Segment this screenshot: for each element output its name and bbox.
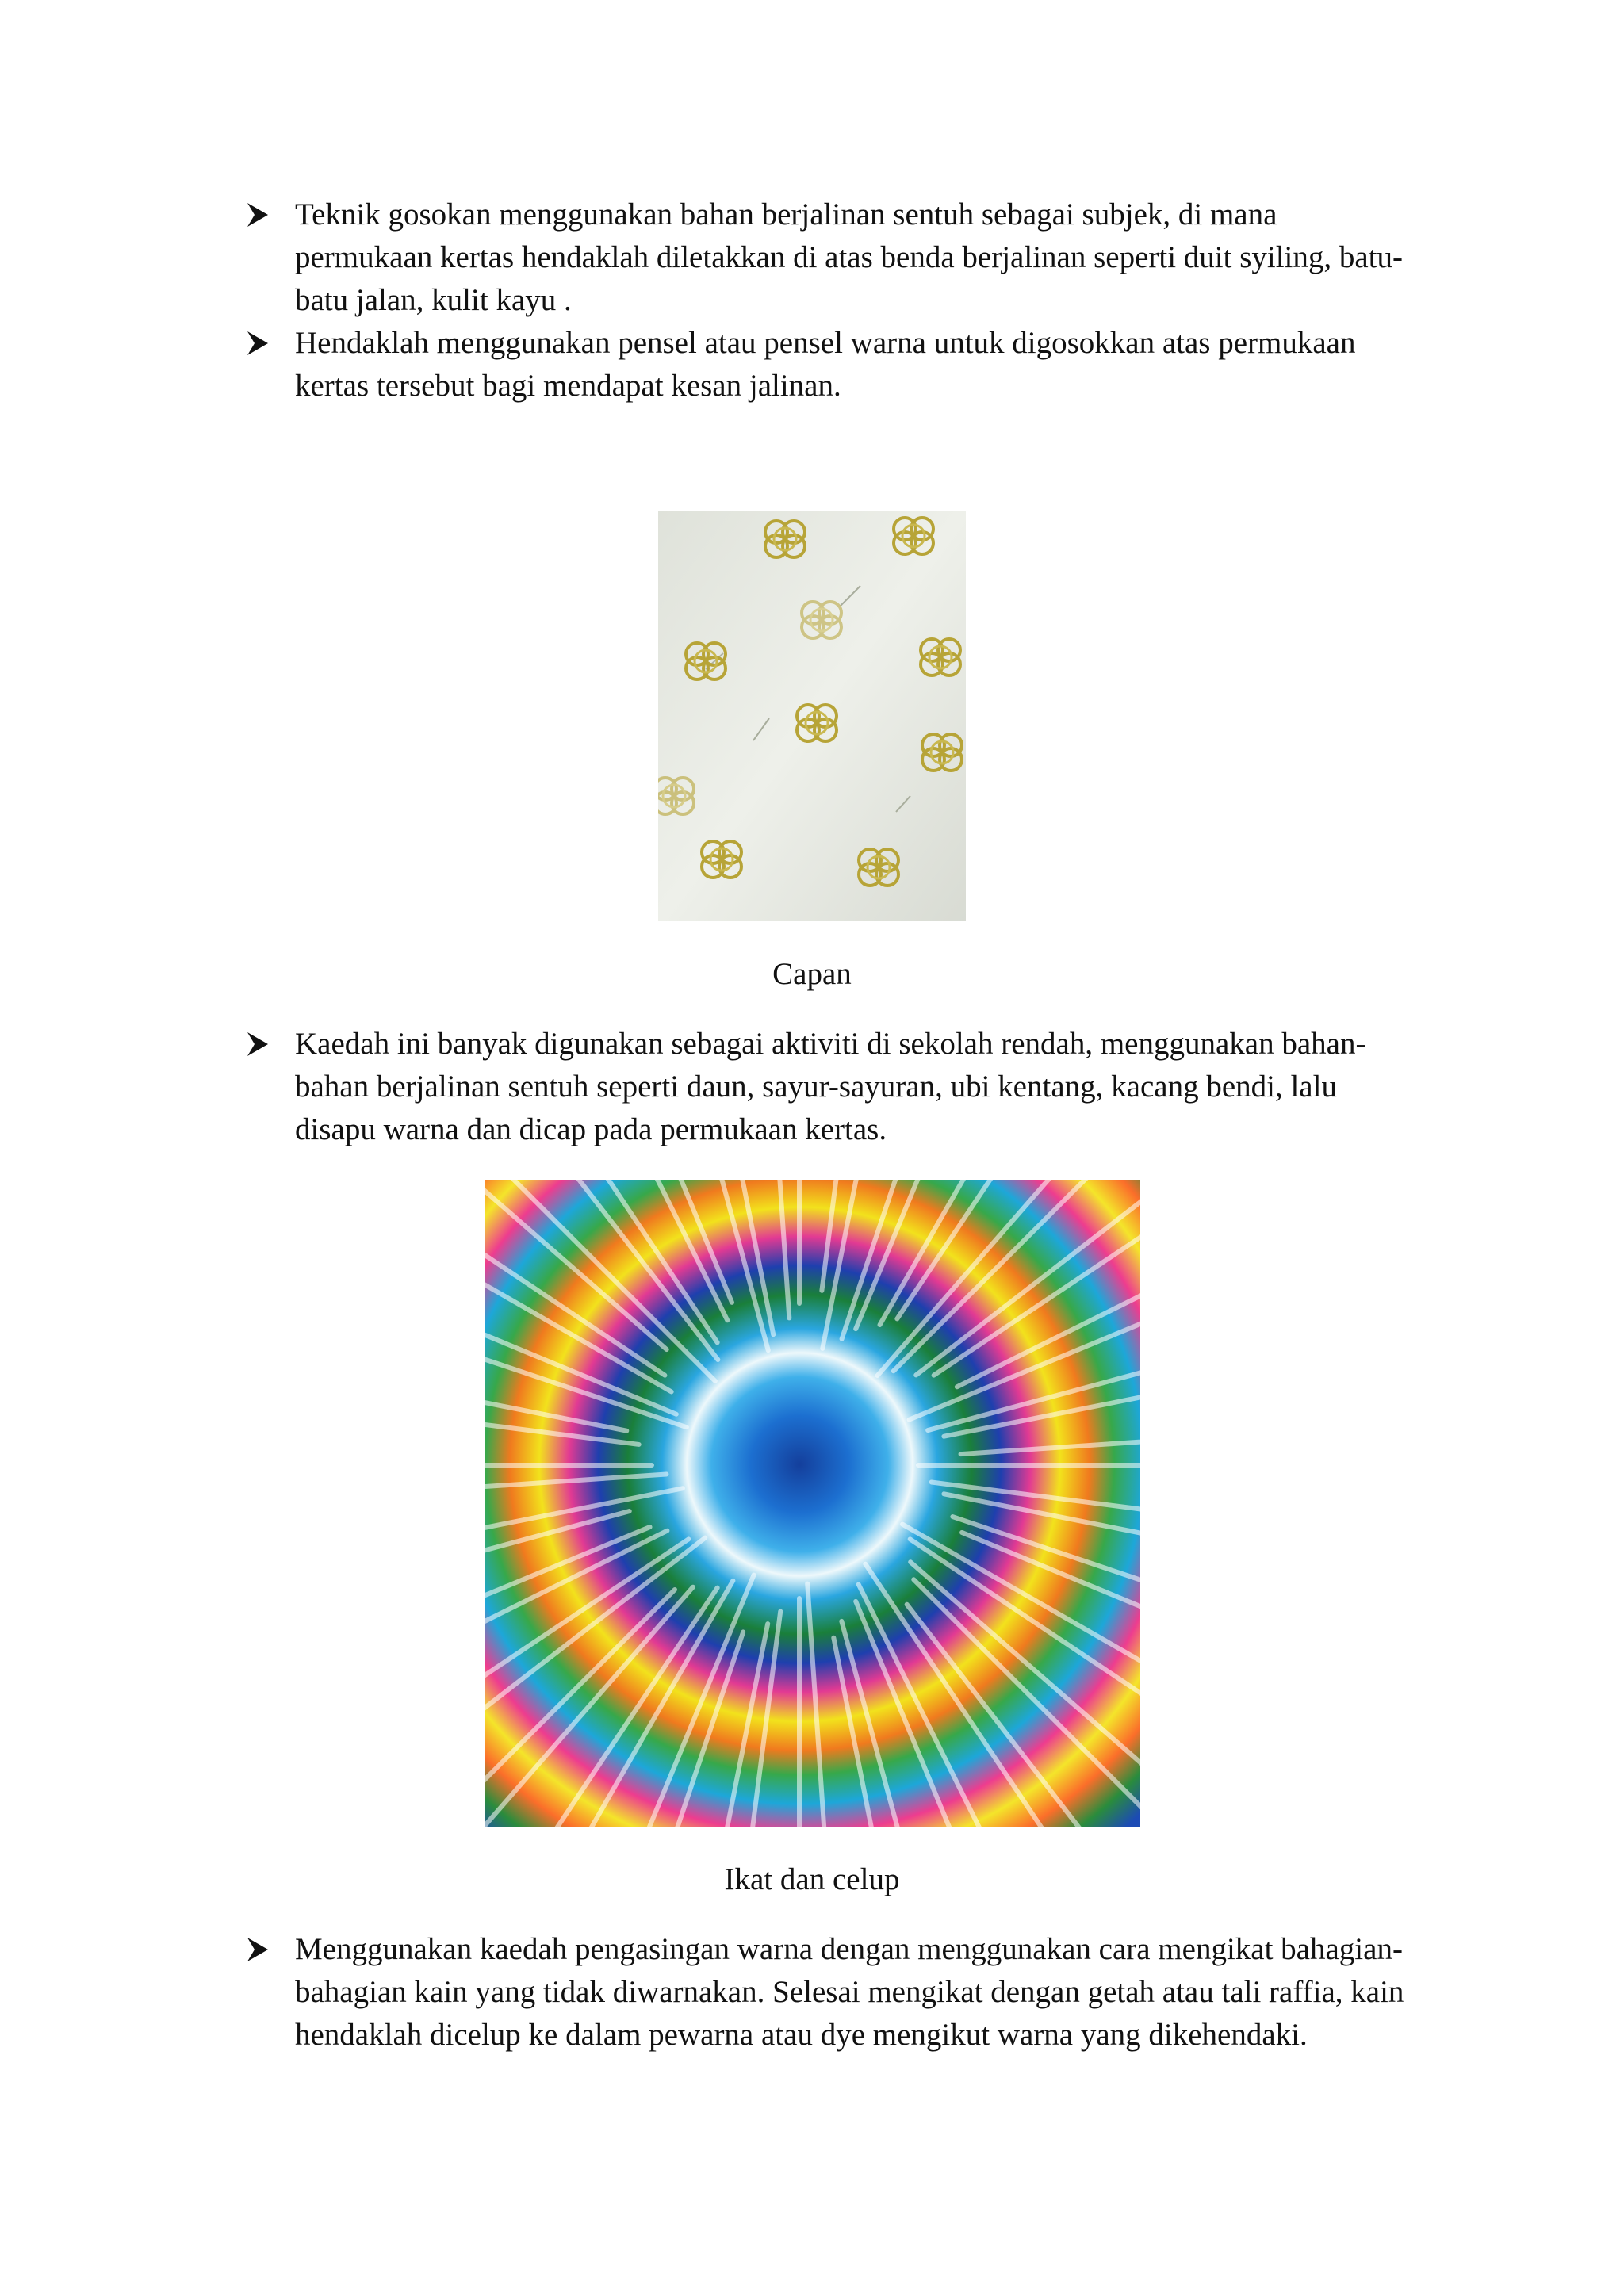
arrow-bullet-icon xyxy=(246,1936,270,1963)
arrow-bullet-icon xyxy=(246,201,270,228)
bullet-text: Hendaklah menggunakan pensel atau pensel warna untuk digosokkan atas permukaan kertas tersebut bagi mendapat kesan jalinan. xyxy=(295,326,1356,403)
ikat-caption: Ikat dan celup xyxy=(724,1862,900,1896)
tie-dye-image xyxy=(485,1180,1140,1827)
capan-caption: Capan xyxy=(772,957,852,991)
arrow-bullet-icon xyxy=(246,1031,270,1058)
capan-image xyxy=(658,511,966,921)
bullet-text: Menggunakan kaedah pengasingan warna dengan menggunakan cara mengikat bahagian-bahagian kain yang tidak diwarnakan. Selesai mengikat dengan getah atau tali raffia, kain hendaklah dicelup ke dalam pewarna atau dye mengikut warna yang dikehendaki. xyxy=(295,1932,1404,2052)
bullet-text: Teknik gosokan menggunakan bahan berjalinan sentuh sebagai subjek, di mana permukaan kertas hendaklah diletakkan di atas benda berjalinan seperti duit syiling, batu-batu jalan, kulit kayu . xyxy=(295,197,1404,317)
arrow-bullet-icon xyxy=(246,330,270,357)
bullet-item xyxy=(246,1928,1419,2057)
bullet-text: Kaedah ini banyak digunakan sebagai aktiviti di sekolah rendah, menggunakan bahan-bahan berjalinan sentuh seperti daun, sayur-sayuran, ubi kentang, kacang bendi, lalu disapu warna dan dicap pada permukaan kertas. xyxy=(295,1027,1366,1146)
bullet-item xyxy=(246,193,1419,322)
bullet-item xyxy=(246,1023,1419,1151)
bullet-item xyxy=(246,322,1419,408)
